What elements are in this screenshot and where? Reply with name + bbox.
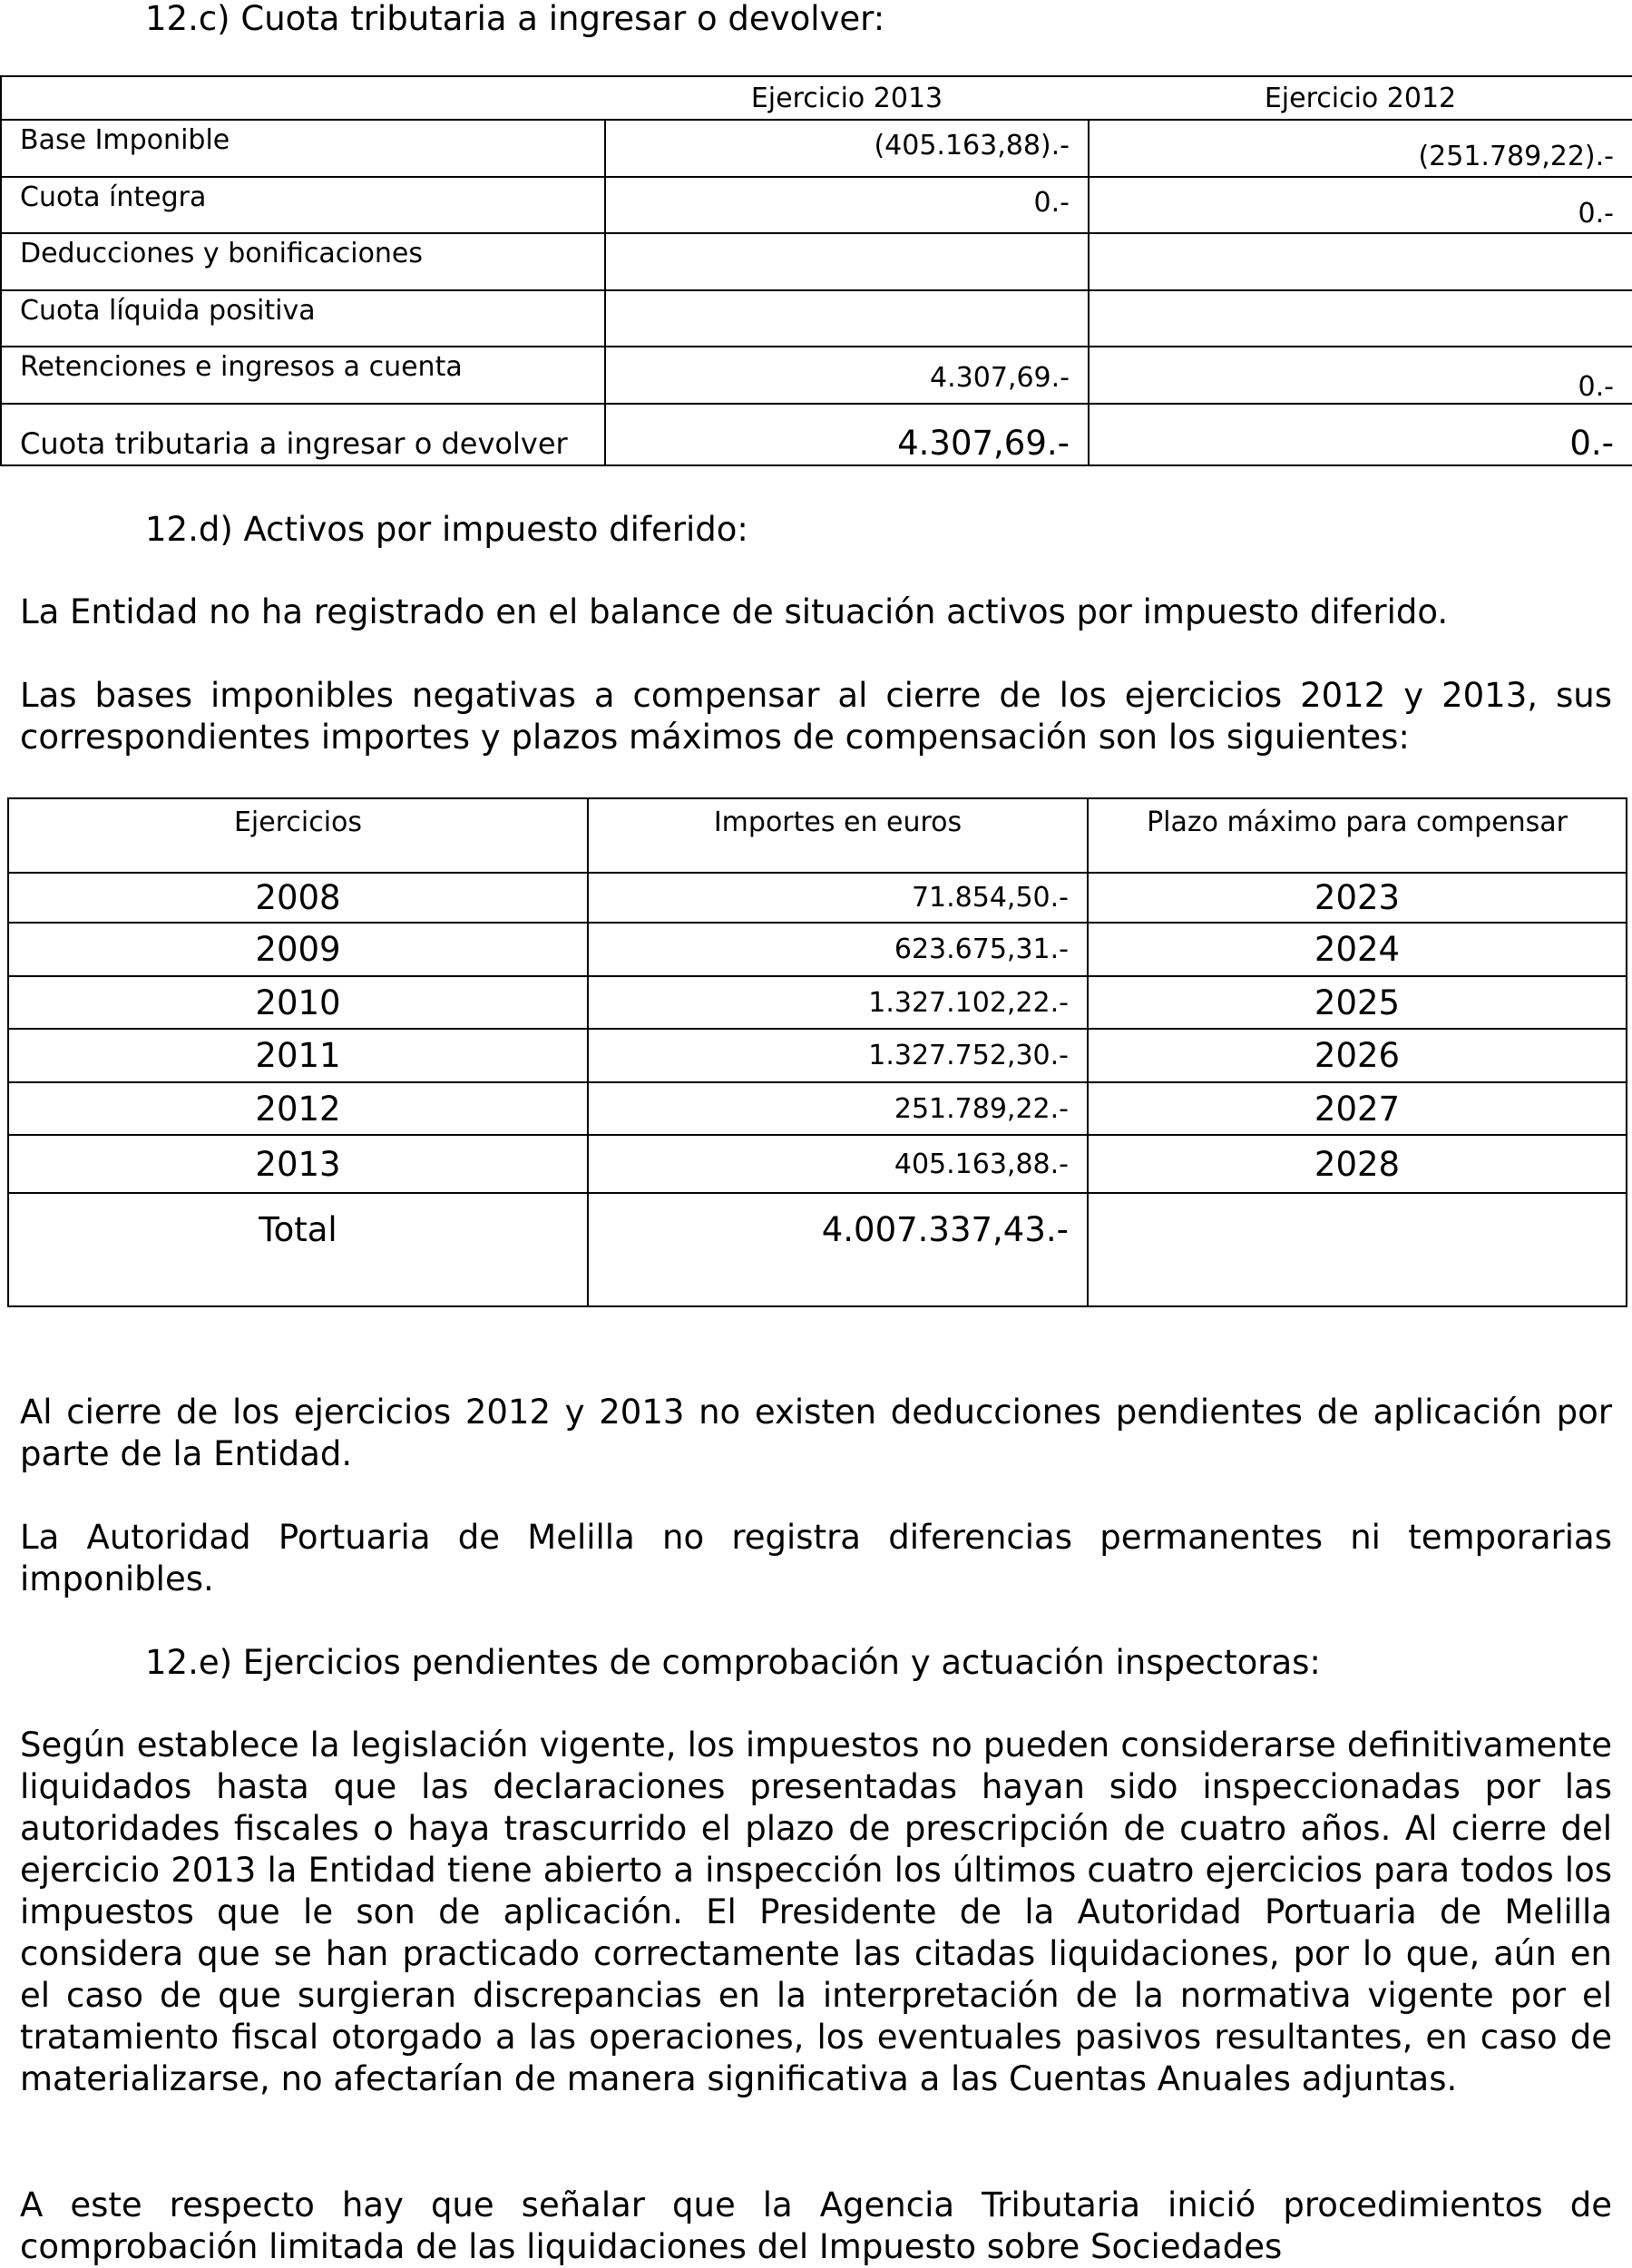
section-d-heading: 12.d) Activos por impuesto diferido:: [145, 510, 748, 549]
section-c-heading: 12.c) Cuota tributaria a ingresar o devolver:: [145, 0, 885, 38]
value-2013: [605, 233, 1089, 290]
row-label: Cuota líquida positiva: [1, 290, 605, 347]
value-2013: 0.-: [605, 177, 1089, 233]
value-2012: [1089, 290, 1632, 347]
year-cell: 2009: [8, 923, 588, 976]
value-2012: (251.789,22).-: [1089, 120, 1632, 177]
limit-cell: 2025: [1088, 976, 1627, 1029]
tax-table-row: [1, 120, 1632, 177]
limit-cell: 2024: [1088, 923, 1627, 976]
year-cell: 2010: [8, 976, 588, 1029]
year-cell: 2008: [8, 873, 588, 923]
deferred-tax-paragraph: La Entidad no ha registrado en el balance de situación activos por impuesto diferido.: [20, 592, 1449, 631]
agency-procedures-paragraph: A este respecto hay que señalar que la Agencia Tributaria inició procedimientos de comprobación limitada de las liquidaciones del Impuesto sobre Sociedades: [20, 2185, 1612, 2266]
section-e-heading: 12.e) Ejercicios pendientes de comprobación y actuación inspectoras:: [145, 1643, 1321, 1682]
value-2013: (405.163,88).-: [605, 120, 1089, 177]
table-row: [8, 1082, 1627, 1135]
row-label: Cuota tributaria a ingresar o devolver: [1, 404, 605, 465]
total-label: Total: [8, 1193, 588, 1306]
amount-cell: 405.163,88.-: [588, 1135, 1088, 1193]
value-2012: [1089, 233, 1632, 290]
table-row: [8, 873, 1627, 923]
header-ejercicio-2013: Ejercicio 2013: [605, 76, 1089, 120]
value-2013: 4.307,69.-: [605, 347, 1089, 404]
header-ejercicios: Ejercicios: [8, 798, 588, 873]
limit-cell: 2023: [1088, 873, 1627, 923]
row-label: Deducciones y bonificaciones: [1, 233, 605, 290]
total-empty-cell: [1088, 1193, 1627, 1306]
header-blank-cell: [1, 76, 605, 120]
tax-quota-table: [0, 75, 1632, 466]
amount-cell: 251.789,22.-: [588, 1082, 1088, 1135]
bases-table-total-row: [8, 1193, 1627, 1306]
header-importes: Importes en euros: [588, 798, 1088, 873]
tax-table-row: [1, 233, 1632, 290]
inspection-paragraph: Según establece la legislación vigente, los impuestos no pueden considerarse definitivamente liquidados hasta que las declaraciones presentadas hayan sido inspeccionadas por las autoridades fiscales o haya trascurrido el plazo de prescripción de cuatro años. Al cierre del ejercicio 2013 la Entidad tiene abierto a inspección los últimos cuatro ejercicios para todos los impuestos que le son de aplicación. El Presidente de la Autoridad Portuaria de Melilla considera que se han practicado correctamente las citadas liquidaciones, por lo que, aún en el caso de que surgieran discrepancias en la interpretación de la normativa vigente por el tratamiento fiscal otorgado a las operaciones, los eventuales pasivos resultantes, en caso de materializarse, no afectarían de manera significativa a las Cuentas Anuales adjuntas.: [20, 1725, 1612, 2098]
amount-cell: 623.675,31.-: [588, 923, 1088, 976]
tax-table-total-row: [1, 404, 1632, 465]
value-2012: 0.-: [1089, 177, 1632, 233]
amount-cell: 1.327.752,30.-: [588, 1029, 1088, 1082]
limit-cell: 2026: [1088, 1029, 1627, 1082]
row-label: Base Imponible: [1, 120, 605, 177]
year-cell: 2012: [8, 1082, 588, 1135]
row-label: Cuota íntegra: [1, 177, 605, 233]
amount-cell: 1.327.102,22.-: [588, 976, 1088, 1029]
table-row: [8, 1135, 1627, 1193]
value-2013: [605, 290, 1089, 347]
header-plazo: Plazo máximo para compensar: [1088, 798, 1627, 873]
year-cell: 2013: [8, 1135, 588, 1193]
row-label: Retenciones e ingresos a cuenta: [1, 347, 605, 404]
table-row: [8, 976, 1627, 1029]
tax-table-header-row: [1, 76, 1632, 120]
limit-cell: 2028: [1088, 1135, 1627, 1193]
temporary-differences-paragraph: La Autoridad Portuaria de Melilla no registra diferencias permanentes ni temporarias imponibles.: [20, 1518, 1612, 1598]
table-row: [8, 1029, 1627, 1082]
value-2012: 0.-: [1089, 347, 1632, 404]
negative-bases-intro: Las bases imponibles negativas a compensar al cierre de los ejercicios 2012 y 2013, sus correspondientes importes y plazos máximos de compensación son los siguientes:: [20, 676, 1612, 757]
amount-cell: 71.854,50.-: [588, 873, 1088, 923]
header-ejercicio-2012: Ejercicio 2012: [1089, 76, 1632, 120]
total-amount: 4.007.337,43.-: [588, 1193, 1088, 1306]
table-row: [8, 923, 1627, 976]
tax-table-row: [1, 290, 1632, 347]
year-cell: 2011: [8, 1029, 588, 1082]
pending-deductions-paragraph: Al cierre de los ejercicios 2012 y 2013 no existen deducciones pendientes de aplicación por parte de la Entidad.: [20, 1393, 1612, 1473]
negative-tax-bases-table: [7, 797, 1627, 1307]
limit-cell: 2027: [1088, 1082, 1627, 1135]
value-2013: 4.307,69.-: [605, 404, 1089, 465]
value-2012: 0.-: [1089, 404, 1632, 465]
tax-table-row: [1, 177, 1632, 233]
tax-table-row: [1, 347, 1632, 404]
bases-table-header-row: [8, 798, 1627, 873]
